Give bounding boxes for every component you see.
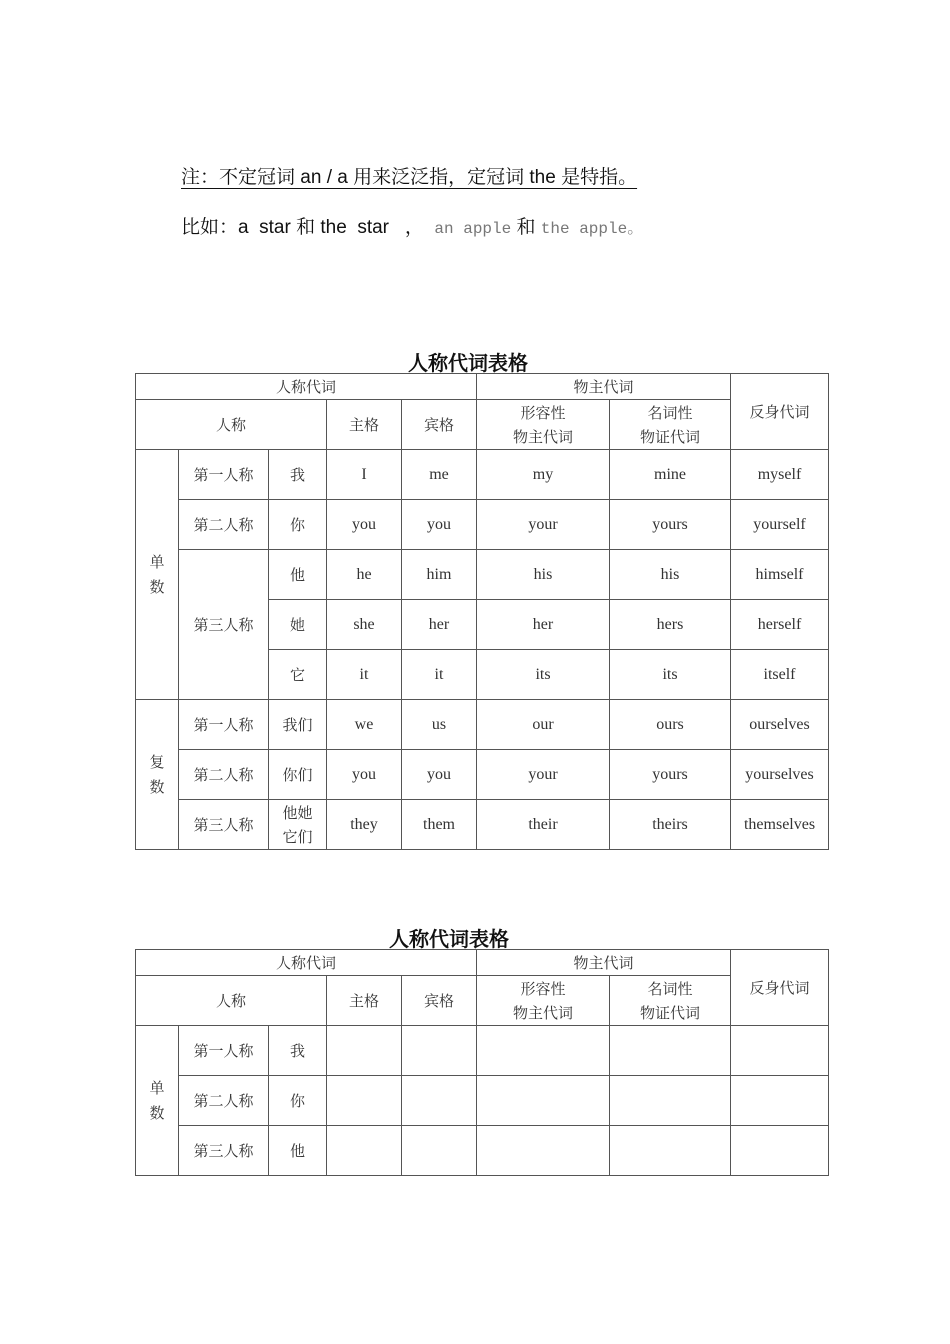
blank-cell[interactable] xyxy=(327,1126,402,1176)
object-cell: her xyxy=(402,600,477,650)
object-cell: you xyxy=(402,500,477,550)
person-cell: 第三人称 xyxy=(179,550,269,700)
example-and: 和 xyxy=(516,217,536,238)
header-reflexive-pronoun: 反身代词 xyxy=(731,950,829,1026)
pronoun-cn-cell: 我们 xyxy=(269,700,327,750)
header-personal-pronoun: 人称代词 xyxy=(136,950,477,976)
adj-possessive-cell: its xyxy=(477,650,610,700)
header-noun-possessive: 名词性 物证代词 xyxy=(610,976,731,1026)
example-line xyxy=(181,212,643,239)
noun-possessive-cell: mine xyxy=(610,450,731,500)
adj-possessive-cell: your xyxy=(477,500,610,550)
object-cell: him xyxy=(402,550,477,600)
label-singular: 单 数 xyxy=(136,1026,179,1176)
subject-cell: she xyxy=(327,600,402,650)
pronoun-cn-cell: 我 xyxy=(269,450,327,500)
subject-cell: they xyxy=(327,800,402,850)
adj-possessive-cell: my xyxy=(477,450,610,500)
adj-possessive-cell: our xyxy=(477,700,610,750)
reflexive-cell: herself xyxy=(731,600,829,650)
header-reflexive-pronoun: 反身代词 xyxy=(731,374,829,450)
example-an-apple: an apple xyxy=(434,220,512,238)
noun-possessive-cell: theirs xyxy=(610,800,731,850)
blank-cell[interactable] xyxy=(327,1026,402,1076)
blank-cell[interactable] xyxy=(731,1076,829,1126)
person-cell: 第二人称 xyxy=(179,1076,269,1126)
reflexive-cell: themselves xyxy=(731,800,829,850)
reflexive-cell: yourselves xyxy=(731,750,829,800)
adj-possessive-cell: their xyxy=(477,800,610,850)
header-object-case: 宾格 xyxy=(402,400,477,450)
reflexive-cell: myself xyxy=(731,450,829,500)
reflexive-cell: itself xyxy=(731,650,829,700)
blank-cell[interactable] xyxy=(402,1126,477,1176)
adj-possessive-cell: her xyxy=(477,600,610,650)
label-singular: 单 数 xyxy=(136,450,179,700)
blank-cell[interactable] xyxy=(402,1026,477,1076)
header-personal-pronoun: 人称代词 xyxy=(136,374,477,400)
person-cell: 第三人称 xyxy=(179,1126,269,1176)
pronoun-cn-cell: 你们 xyxy=(269,750,327,800)
blank-cell[interactable] xyxy=(731,1126,829,1176)
table2-title: 人称代词表格 xyxy=(389,927,509,951)
pronoun-cn-cell: 我 xyxy=(269,1026,327,1076)
blank-cell[interactable] xyxy=(327,1076,402,1126)
noun-possessive-cell: its xyxy=(610,650,731,700)
person-cell: 第三人称 xyxy=(179,800,269,850)
noun-possessive-cell: yours xyxy=(610,750,731,800)
example-prefix: 比如：a star 和 the star ， xyxy=(181,217,435,238)
reflexive-cell: ourselves xyxy=(731,700,829,750)
object-cell: it xyxy=(402,650,477,700)
blank-cell[interactable] xyxy=(477,1026,610,1076)
header-subject-case: 主格 xyxy=(327,976,402,1026)
header-object-case: 宾格 xyxy=(402,976,477,1026)
object-cell: them xyxy=(402,800,477,850)
header-adjective-possessive: 形容性 物主代词 xyxy=(477,400,610,450)
reflexive-cell: yourself xyxy=(731,500,829,550)
pronoun-table-filled xyxy=(135,373,829,850)
subject-cell: you xyxy=(327,750,402,800)
table1-title: 人称代词表格 xyxy=(408,351,528,375)
person-cell: 第一人称 xyxy=(179,700,269,750)
note-definite-indefinite-article: 注：不定冠词 an / a 用来泛泛指，定冠词 the 是特指。 xyxy=(181,167,638,188)
blank-cell[interactable] xyxy=(610,1076,731,1126)
pronoun-cn-cell: 你 xyxy=(269,500,327,550)
pronoun-cn-cell: 他 xyxy=(269,1126,327,1176)
header-person: 人称 xyxy=(136,400,327,450)
noun-possessive-cell: his xyxy=(610,550,731,600)
object-cell: me xyxy=(402,450,477,500)
object-cell: us xyxy=(402,700,477,750)
pronoun-cn-cell: 他 xyxy=(269,550,327,600)
header-possessive-pronoun: 物主代词 xyxy=(477,950,731,976)
pronoun-cn-cell: 你 xyxy=(269,1076,327,1126)
noun-possessive-cell: hers xyxy=(610,600,731,650)
subject-cell: he xyxy=(327,550,402,600)
header-adjective-possessive: 形容性 物主代词 xyxy=(477,976,610,1026)
header-person: 人称 xyxy=(136,976,327,1026)
blank-cell[interactable] xyxy=(477,1076,610,1126)
pronoun-table-blank xyxy=(135,949,829,1176)
header-possessive-pronoun: 物主代词 xyxy=(477,374,731,400)
header-noun-possessive: 名词性 物证代词 xyxy=(610,400,731,450)
object-cell: you xyxy=(402,750,477,800)
blank-cell[interactable] xyxy=(610,1126,731,1176)
subject-cell: we xyxy=(327,700,402,750)
reflexive-cell: himself xyxy=(731,550,829,600)
noun-possessive-cell: yours xyxy=(610,500,731,550)
subject-cell: I xyxy=(327,450,402,500)
subject-cell: it xyxy=(327,650,402,700)
person-cell: 第二人称 xyxy=(179,500,269,550)
pronoun-cn-cell: 他她 它们 xyxy=(269,800,327,850)
pronoun-cn-cell: 她 xyxy=(269,600,327,650)
label-plural: 复 数 xyxy=(136,700,179,850)
person-cell: 第一人称 xyxy=(179,1026,269,1076)
blank-cell[interactable] xyxy=(477,1126,610,1176)
adj-possessive-cell: your xyxy=(477,750,610,800)
pronoun-cn-cell: 它 xyxy=(269,650,327,700)
blank-cell[interactable] xyxy=(731,1026,829,1076)
subject-cell: you xyxy=(327,500,402,550)
person-cell: 第二人称 xyxy=(179,750,269,800)
example-the-apple: the apple。 xyxy=(540,220,644,238)
adj-possessive-cell: his xyxy=(477,550,610,600)
person-cell: 第一人称 xyxy=(179,450,269,500)
noun-possessive-cell: ours xyxy=(610,700,731,750)
header-subject-case: 主格 xyxy=(327,400,402,450)
blank-cell[interactable] xyxy=(610,1026,731,1076)
blank-cell[interactable] xyxy=(402,1076,477,1126)
